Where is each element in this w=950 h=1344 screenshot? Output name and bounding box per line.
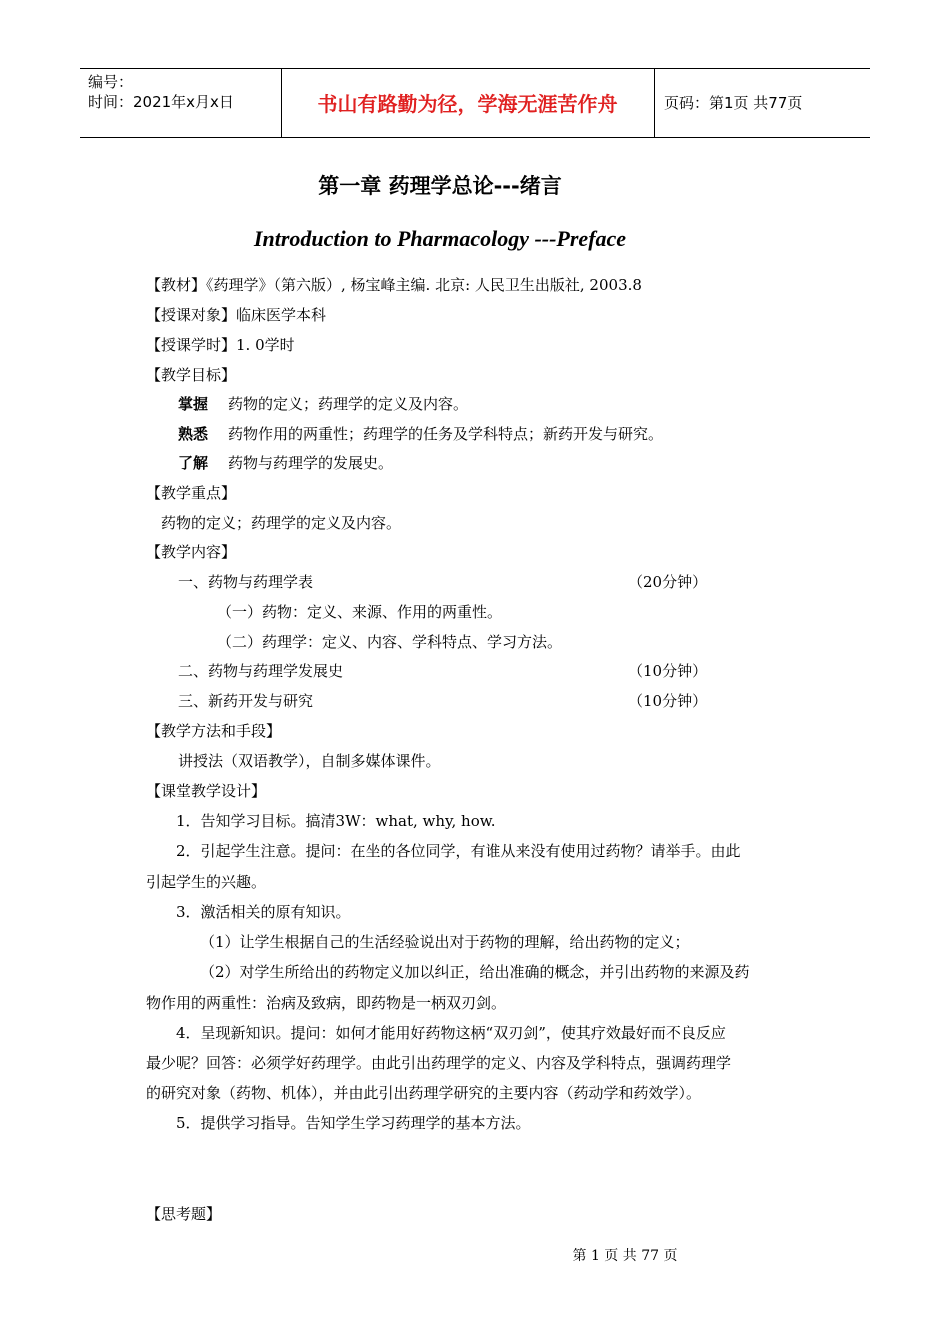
content-item-1-time: （20分钟）	[628, 573, 708, 591]
header-page-info: 页码：第1页 共77页	[664, 94, 803, 112]
content-item-3-time: （10分钟）	[628, 692, 708, 710]
design-step-3a: （1）让学生根据自己的生活经验说出对于药物的理解，给出药物的定义；	[200, 933, 690, 951]
design-step-3b: （2）对学生所给出的药物定义加以纠正，给出准确的概念，并引出药物的来源及药	[200, 963, 750, 981]
questions-heading: 【思考题】	[146, 1205, 222, 1223]
number-label: 编号：	[88, 73, 134, 91]
design-step-3b-cont: 物作用的两重性：治病及致病，即药物是一柄双刃剑。	[146, 994, 507, 1012]
page-header	[80, 68, 870, 138]
design-heading: 【课堂教学设计】	[146, 782, 267, 800]
audience-line: 【授课对象】临床医学本科	[146, 306, 327, 324]
design-step-4-cont: 的研究对象（药物、机体），并由此引出药理学研究的主要内容（药动学和药效学）。	[146, 1084, 702, 1102]
content-item-2: 二、药物与药理学发展史	[178, 662, 344, 680]
content-item-1a: （一）药物：定义、来源、作用的两重性。	[217, 603, 503, 621]
content-item-3: 三、新药开发与研究	[178, 692, 314, 710]
goal-familiar-label: 熟悉	[178, 425, 209, 443]
design-step-1: 1．告知学习目标。搞清3W：what, why, how.	[176, 812, 496, 830]
design-step-3: 3．激活相关的原有知识。	[176, 903, 351, 921]
design-step-2: 2．引起学生注意。提问：在坐的各位同学，有谁从来没有使用过药物？请举手。由此	[176, 842, 741, 860]
content-item-2-time: （10分钟）	[628, 662, 708, 680]
header-meta	[88, 72, 234, 112]
design-step-4-cont: 最少呢？回答：必须学好药理学。由此引出药理学的定义、内容及学科特点，强调药理学	[146, 1054, 732, 1072]
goal-understand-label: 了解	[178, 454, 209, 472]
design-step-5: 5．提供学习指导。告知学生学习药理学的基本方法。	[176, 1114, 531, 1132]
focus-text: 药物的定义；药理学的定义及内容。	[161, 514, 402, 532]
chapter-title: 第一章 药理学总论---绪言	[318, 174, 562, 198]
goal-master-text: 药物的定义；药理学的定义及内容。	[228, 395, 469, 413]
page-footer: 第 1 页 共 77 页	[572, 1248, 678, 1264]
header-motto: 书山有路勤为径，学海无涯苦作舟	[317, 92, 618, 116]
focus-heading: 【教学重点】	[146, 484, 237, 502]
time-label: 时间：2021年x月x日	[88, 93, 234, 111]
design-step-4: 4．呈现新知识。提问：如何才能用好药物这柄“双刃剑”，使其疗效最好而不良反应	[176, 1024, 726, 1042]
hours-line: 【授课学时】1. 0学时	[146, 336, 295, 354]
header-divider	[654, 69, 655, 137]
content-heading: 【教学内容】	[146, 543, 237, 561]
content-item-1: 一、药物与药理学表	[178, 573, 314, 591]
method-heading: 【教学方法和手段】	[146, 722, 282, 740]
content-item-1b: （二）药理学：定义、内容、学科特点、学习方法。	[217, 633, 563, 651]
chapter-title-english: Introduction to Pharmacology ---Preface	[253, 226, 627, 251]
design-step-2-cont: 引起学生的兴趣。	[146, 873, 267, 891]
goal-understand-text: 药物与药理学的发展史。	[228, 454, 394, 472]
goal-master-label: 掌握	[178, 395, 209, 413]
method-text: 讲授法（双语教学），自制多媒体课件。	[178, 752, 441, 770]
goal-familiar-text: 药物作用的两重性；药理学的任务及学科特点；新药开发与研究。	[228, 425, 664, 443]
goals-heading: 【教学目标】	[146, 366, 237, 384]
textbook-line: 【教材】《药理学》（第六版）, 杨宝峰主编. 北京: 人民卫生出版社, 2003.8	[146, 276, 642, 294]
